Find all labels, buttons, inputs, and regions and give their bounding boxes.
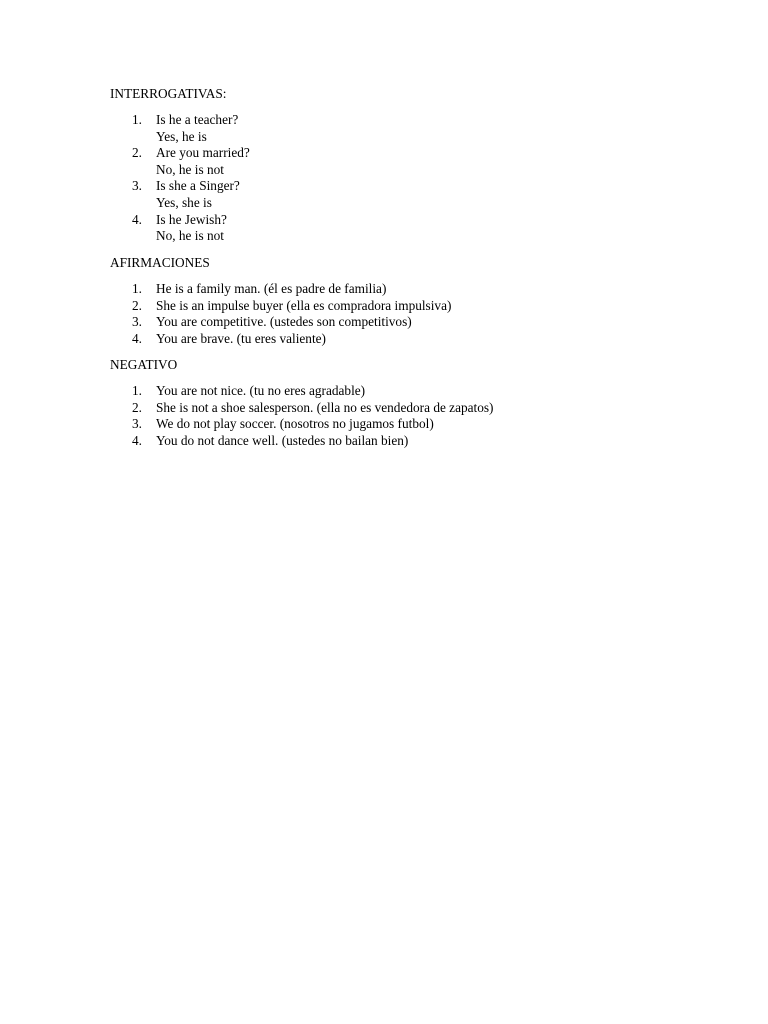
list-number: 2. xyxy=(132,297,142,313)
sentence-text: You are brave. (tu eres valiente) xyxy=(156,330,326,346)
list-item xyxy=(110,112,710,145)
sentence-text: She is not a shoe salesperson. (ella no es vendedora de zapatos) xyxy=(156,399,494,415)
list-item xyxy=(110,281,710,298)
sentence-text: He is a family man. (él es padre de familia) xyxy=(156,281,387,296)
answer-text: No, he is not xyxy=(156,228,224,244)
question-text: Are you married? xyxy=(156,145,250,161)
list-number: 4. xyxy=(132,211,142,227)
affirmation-list xyxy=(110,281,710,347)
answer-text: Yes, she is xyxy=(156,194,212,210)
list-item xyxy=(110,212,710,245)
question-text: Is he Jewish? xyxy=(156,211,227,227)
section-title: INTERROGATIVAS: xyxy=(110,86,227,101)
list-number: 2. xyxy=(132,399,142,415)
list-item xyxy=(110,331,710,348)
list-number: 1. xyxy=(132,383,142,398)
sentence-text: You are not nice. (tu no eres agradable) xyxy=(156,383,366,398)
list-number: 1. xyxy=(132,281,142,296)
question-text: Is he a teacher? xyxy=(156,112,239,127)
sentence-text: You are competitive. (ustedes son competitivos) xyxy=(156,314,412,330)
section-afirmaciones xyxy=(110,255,710,347)
list-number: 3. xyxy=(132,416,142,432)
list-item xyxy=(110,400,710,417)
list-number: 3. xyxy=(132,178,142,194)
list-item xyxy=(110,145,710,178)
answer-text: Yes, he is xyxy=(156,128,207,144)
list-number: 4. xyxy=(132,432,142,448)
answer-text: No, he is not xyxy=(156,161,224,177)
list-item xyxy=(110,433,710,450)
list-item xyxy=(110,416,710,433)
list-number: 4. xyxy=(132,330,142,346)
list-number: 2. xyxy=(132,145,142,161)
sentence-text: She is an impulse buyer (ella es compradora impulsiva) xyxy=(156,297,452,313)
question-list xyxy=(110,112,710,245)
section-interrogativas xyxy=(110,86,710,245)
list-number: 3. xyxy=(132,314,142,330)
list-item xyxy=(110,383,710,400)
question-text: Is she a Singer? xyxy=(156,178,240,194)
list-number: 1. xyxy=(132,112,142,127)
list-item xyxy=(110,178,710,211)
section-title: AFIRMACIONES xyxy=(110,255,210,270)
negative-list xyxy=(110,383,710,449)
sentence-text: You do not dance well. (ustedes no bailan bien) xyxy=(156,432,409,448)
section-title: NEGATIVO xyxy=(110,357,178,372)
sentence-text: We do not play soccer. (nosotros no jugamos futbol) xyxy=(156,416,434,432)
section-negativo xyxy=(110,357,710,449)
list-item xyxy=(110,298,710,315)
list-item xyxy=(110,314,710,331)
